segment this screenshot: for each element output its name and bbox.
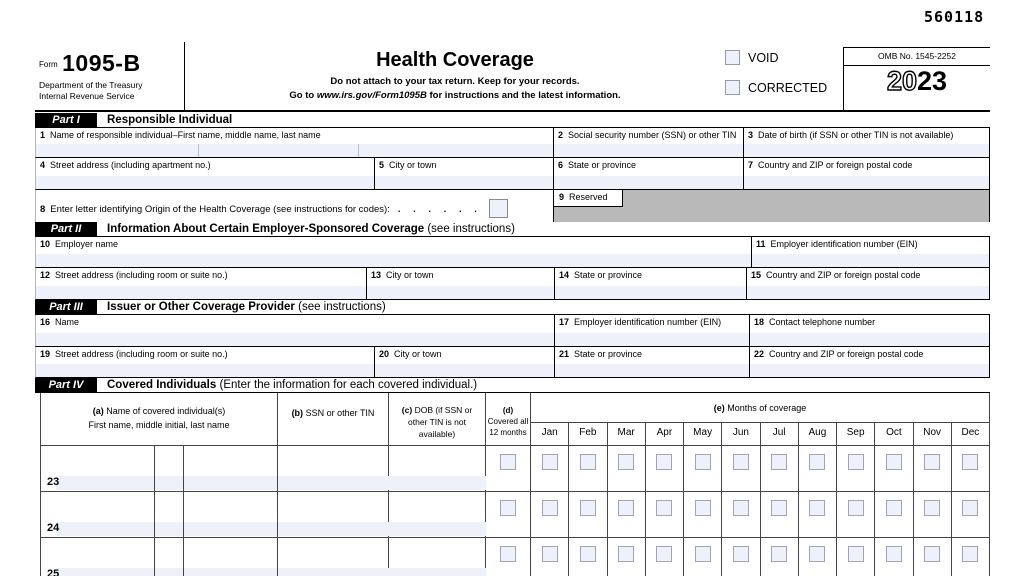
row-24-month-sep-checkbox[interactable] <box>848 500 864 516</box>
row-24-month-dec-checkbox[interactable] <box>962 500 978 516</box>
part3-row2 <box>35 347 990 378</box>
row-24-covered-12-months-checkbox[interactable] <box>500 500 516 516</box>
field-10-cell: 10 Employer name <box>36 237 751 267</box>
row-23-month-aug-checkbox[interactable] <box>809 454 825 470</box>
row-24-month-jun-checkbox[interactable] <box>733 500 749 516</box>
row-23-month-nov-checkbox[interactable] <box>924 454 940 470</box>
dept-line1: Department of the Treasury <box>39 80 143 90</box>
part2-badge: Part II <box>35 222 97 236</box>
col-a-header: (a) Name of covered individual(s) First name, middle initial, last name <box>41 393 278 445</box>
field-15-label: Country and ZIP or foreign postal code <box>766 270 921 280</box>
part1-row3 <box>35 190 990 222</box>
col-e-header: (e) Months of coverage Jan Feb Mar Apr May Jun Jul Aug Sep Oct Nov Dec <box>531 393 989 445</box>
form-id-block <box>35 42 185 110</box>
part1-title: Responsible Individual <box>107 114 233 126</box>
field-8-label: Enter letter identifying Origin of the Health Coverage (see instructions for codes): <box>50 204 390 215</box>
field-14-cell: 14 State or province <box>554 268 746 299</box>
field-1-label: Name of responsible individual–First name, middle name, last name <box>50 130 321 140</box>
part4-bar <box>35 378 990 393</box>
field-13-input[interactable] <box>367 286 554 299</box>
part1-bar <box>35 113 990 128</box>
dept-line2: Internal Revenue Service <box>39 91 135 102</box>
field-22-cell: 22 Country and ZIP or foreign postal code <box>749 347 989 377</box>
row-24-month-feb-checkbox[interactable] <box>580 500 596 516</box>
field-18-label: Contact telephone number <box>769 317 876 327</box>
field-8-dots: . . . . . . <box>397 204 477 215</box>
omb-year-block <box>843 47 990 112</box>
row-25-number: 25 <box>47 568 60 576</box>
field-19-cell: 19 Street address (including room or suite no.) <box>36 347 374 377</box>
row-23-month-dec-checkbox[interactable] <box>962 454 978 470</box>
row-24-month-aug-checkbox[interactable] <box>809 500 825 516</box>
field-4-label: Street address (including apartment no.) <box>50 160 211 170</box>
row-23-month-may-checkbox[interactable] <box>695 454 711 470</box>
tax-year: 2023 <box>886 66 948 96</box>
covered-individual-row-24 <box>41 492 989 538</box>
field-9-cell <box>553 190 989 222</box>
row-25-month-apr-checkbox[interactable] <box>656 546 672 562</box>
row-25-month-may-checkbox[interactable] <box>695 546 711 562</box>
field-4-cell: 4 Street address (including apartment no.) <box>36 158 374 189</box>
row-23-covered-12-months-checkbox[interactable] <box>500 454 516 470</box>
field-5-cell: 5 City or town <box>374 158 553 189</box>
corrected-label: CORRECTED <box>748 80 828 95</box>
void-checkbox[interactable] <box>725 50 740 65</box>
col-b-header: (b) SSN or other TIN <box>278 393 389 445</box>
field-17-input[interactable] <box>555 333 749 346</box>
field-6-input[interactable] <box>554 176 743 189</box>
field-2-input[interactable] <box>554 144 743 157</box>
field-15-cell: 15 Country and ZIP or foreign postal code <box>746 268 989 299</box>
field-2-label: Social security number (SSN) or other TIN <box>568 130 737 140</box>
field-15-input[interactable] <box>747 286 989 299</box>
field-11-label: Employer identification number (EIN) <box>770 239 918 249</box>
field-14-label: State or province <box>574 270 643 280</box>
row-25-month-nov-checkbox[interactable] <box>924 546 940 562</box>
row-23-number: 23 <box>47 476 60 488</box>
field-3-input[interactable] <box>744 144 989 157</box>
row-23-month-jan-checkbox[interactable] <box>542 454 558 470</box>
month-header: Jul <box>760 423 798 445</box>
month-header: Sep <box>836 423 874 445</box>
field-13-cell: 13 City or town <box>366 268 554 299</box>
row-24-month-nov-checkbox[interactable] <box>924 500 940 516</box>
months-header-row <box>531 422 989 445</box>
month-header: Aug <box>798 423 836 445</box>
field-12-input[interactable] <box>36 286 366 299</box>
row-25-month-oct-checkbox[interactable] <box>886 546 902 562</box>
origin-code-checkbox[interactable] <box>489 199 508 218</box>
row-24-month-jan-checkbox[interactable] <box>542 500 558 516</box>
covered-individuals-header <box>41 393 989 446</box>
month-header: May <box>683 423 721 445</box>
field-9-reserved-tag: 9 Reserved <box>554 190 623 207</box>
row-23-month-mar-checkbox[interactable] <box>618 454 634 470</box>
field-1-input[interactable] <box>36 144 553 157</box>
part3-title: Issuer or Other Coverage Provider (see instructions) <box>107 301 386 313</box>
month-header: Oct <box>874 423 912 445</box>
part4-title: Covered Individuals (Enter the information for each covered individual.) <box>107 379 478 391</box>
row-23-month-feb-checkbox[interactable] <box>580 454 596 470</box>
field-17-cell: 17 Employer identification number (EIN) <box>554 315 749 346</box>
field-6-label: State or province <box>568 160 637 170</box>
part4-note: (Enter the information for each covered individual.) <box>219 379 478 391</box>
form-subtitle: Do not attach to your tax return. Keep for your records. <box>330 76 580 87</box>
field-22-label: Country and ZIP or foreign postal code <box>769 349 924 359</box>
covered-individual-row-25 <box>41 538 989 576</box>
form-title-block <box>185 42 725 110</box>
field-16-label: Name <box>55 317 80 327</box>
field-5-input[interactable] <box>375 176 553 189</box>
part3-badge: Part III <box>35 300 97 314</box>
form-word: Form <box>39 60 58 69</box>
part2-row2 <box>35 268 990 300</box>
field-12-cell: 12 Street address (including room or suite no.) <box>36 268 366 299</box>
field-11-input[interactable] <box>752 254 989 267</box>
field-16-cell: 16 Name <box>36 315 554 346</box>
page-title: Health Coverage <box>376 49 534 71</box>
row-23-month-apr-checkbox[interactable] <box>656 454 672 470</box>
part2-title: Information About Certain Employer-Sponsored Coverage (see instructions) <box>107 223 515 235</box>
field-8-cell: 8 Enter letter identifying Origin of the Health Coverage (see instructions for codes): . . . . . . <box>36 190 553 222</box>
part3-bar <box>35 300 990 315</box>
part2-bar <box>35 222 990 237</box>
irs-link[interactable]: www.irs.gov/Form1095B <box>316 90 427 101</box>
month-header: Dec <box>951 423 989 445</box>
row-24-number: 24 <box>47 522 60 534</box>
field-3-cell: 3 Date of birth (if SSN or other TIN is not available) <box>743 128 989 157</box>
row-25-month-aug-checkbox[interactable] <box>809 546 825 562</box>
row-23-month-sep-checkbox[interactable] <box>848 454 864 470</box>
part2-note: (see instructions) <box>427 223 515 235</box>
field-6-cell: 6 State or province <box>553 158 743 189</box>
part3-row1 <box>35 315 990 347</box>
part1-row2 <box>35 158 990 190</box>
row-25-month-jun-checkbox[interactable] <box>733 546 749 562</box>
field-11-cell: 11 Employer identification number (EIN) <box>751 237 989 267</box>
field-10-label: Employer name <box>55 239 119 249</box>
part1-badge: Part I <box>35 113 97 127</box>
part3-note: (see instructions) <box>298 301 386 313</box>
field-14-input[interactable] <box>555 286 746 299</box>
month-header: Jun <box>721 423 759 445</box>
field-20-cell: 20 City or town <box>374 347 554 377</box>
row-24-month-apr-checkbox[interactable] <box>656 500 672 516</box>
field-5-label: City or town <box>389 160 437 170</box>
part1-row1 <box>35 128 990 158</box>
row-24-month-oct-checkbox[interactable] <box>886 500 902 516</box>
row-25-month-sep-checkbox[interactable] <box>848 546 864 562</box>
row-25-month-mar-checkbox[interactable] <box>618 546 634 562</box>
part4-badge: Part IV <box>35 378 97 392</box>
field-19-label: Street address (including room or suite no.) <box>55 349 228 359</box>
col-d-header: (d) Covered all 12 months <box>486 393 531 445</box>
field-7-cell: 7 Country and ZIP or foreign postal code <box>743 158 989 189</box>
row-24-month-mar-checkbox[interactable] <box>618 500 634 516</box>
month-header: Feb <box>568 423 606 445</box>
void-label: VOID <box>748 50 779 65</box>
field-2-cell: 2 Social security number (SSN) or other TIN <box>553 128 743 157</box>
field-9-label: Reserved <box>569 192 608 202</box>
form-goto-line: Go to www.irs.gov/Form1095B for instructions and the latest information. <box>289 90 621 101</box>
field-16-input[interactable] <box>36 333 554 346</box>
row-23-month-jun-checkbox[interactable] <box>733 454 749 470</box>
field-20-input[interactable] <box>375 364 554 377</box>
field-12-label: Street address (including room or suite no.) <box>55 270 228 280</box>
row-23-month-oct-checkbox[interactable] <box>886 454 902 470</box>
field-19-input[interactable] <box>36 364 374 377</box>
row-25-covered-12-months-checkbox[interactable] <box>500 546 516 562</box>
field-18-input[interactable] <box>750 333 989 346</box>
field-7-input[interactable] <box>744 176 989 189</box>
field-22-input[interactable] <box>750 364 989 377</box>
field-13-label: City or town <box>386 270 434 280</box>
covered-individual-row-23 <box>41 446 989 492</box>
month-header: Apr <box>645 423 683 445</box>
void-corrected-block <box>725 42 843 110</box>
omb-number: OMB No. 1545-2252 <box>844 48 990 66</box>
form-number: 1095-B <box>62 50 141 76</box>
row-25-month-dec-checkbox[interactable] <box>962 546 978 562</box>
col-c-header: (c) DOB (if SSN or other TIN is not available) <box>389 393 486 445</box>
field-20-label: City or town <box>394 349 442 359</box>
doc-control-number: 560118 <box>924 8 985 26</box>
row-23-month-jul-checkbox[interactable] <box>771 454 787 470</box>
field-1-cell: 1 Name of responsible individual–First name, middle name, last name <box>36 128 553 157</box>
row-25-month-jul-checkbox[interactable] <box>771 546 787 562</box>
corrected-checkbox[interactable] <box>725 80 740 95</box>
field-4-input[interactable] <box>36 176 374 189</box>
covered-individuals-table <box>40 393 990 576</box>
row-24-month-jul-checkbox[interactable] <box>771 500 787 516</box>
month-header: Jan <box>541 427 558 438</box>
field-18-cell: 18 Contact telephone number <box>749 315 989 346</box>
month-header: Mar <box>607 423 645 445</box>
field-10-input[interactable] <box>36 254 751 267</box>
field-21-input[interactable] <box>555 364 749 377</box>
row-25-month-feb-checkbox[interactable] <box>580 546 596 562</box>
row-25-month-jan-checkbox[interactable] <box>542 546 558 562</box>
field-7-label: Country and ZIP or foreign postal code <box>758 160 913 170</box>
field-21-cell: 21 State or province <box>554 347 749 377</box>
month-header: Nov <box>913 423 951 445</box>
field-17-label: Employer identification number (EIN) <box>574 317 722 327</box>
row-24-month-may-checkbox[interactable] <box>695 500 711 516</box>
part2-row1 <box>35 237 990 268</box>
field-3-label: Date of birth (if SSN or other TIN is not available) <box>758 130 954 140</box>
field-21-label: State or province <box>574 349 643 359</box>
form-header <box>35 42 990 112</box>
